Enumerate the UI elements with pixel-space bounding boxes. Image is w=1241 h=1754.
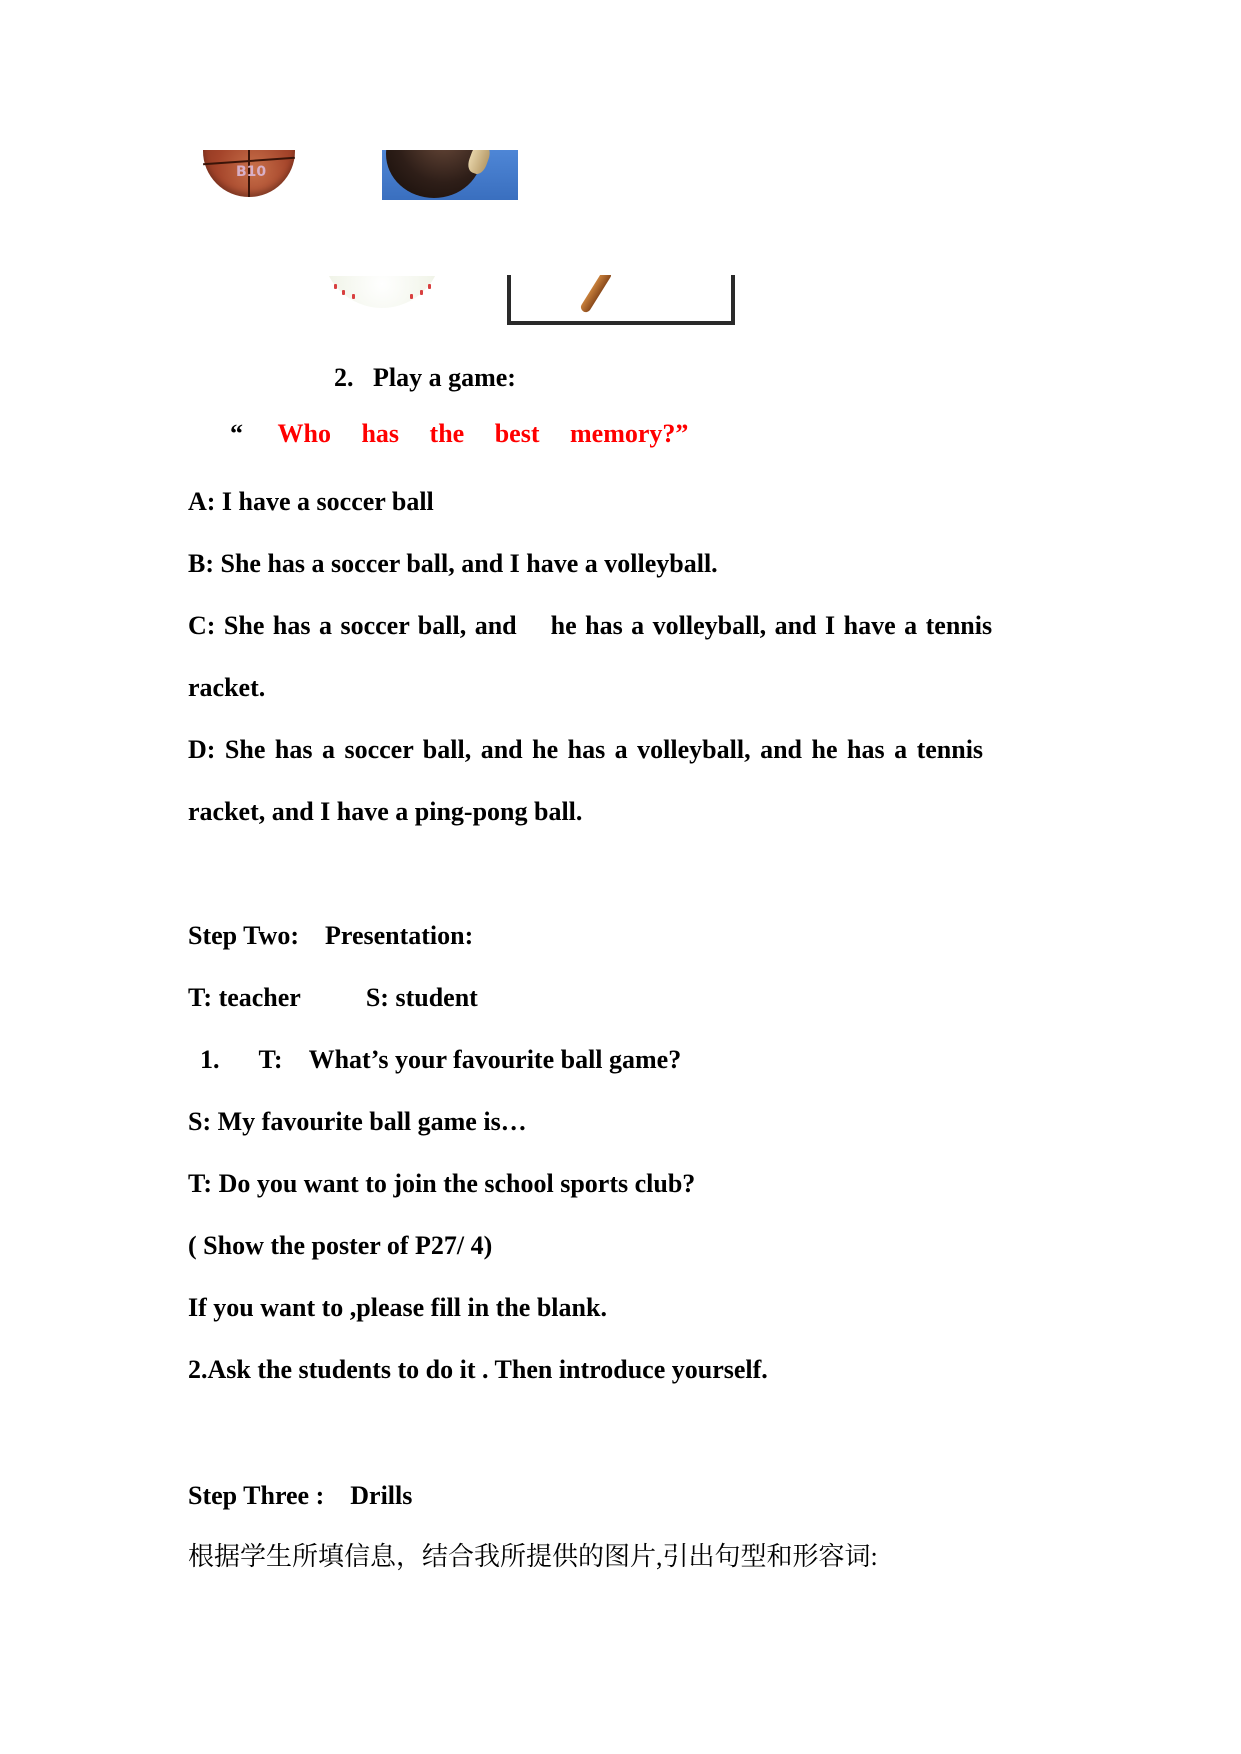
baseball-stitch <box>428 284 431 289</box>
basketball-logo: B10 <box>236 164 267 180</box>
game-title-quote <box>230 418 688 450</box>
step-two-item-1: 1. T: What’s your favourite ball game? <box>200 1045 682 1074</box>
baseball-stitch <box>420 290 423 295</box>
quote-word: has <box>361 419 400 448</box>
basketball-image <box>200 150 298 202</box>
step-three-heading: Step Three : Drills <box>188 1481 413 1510</box>
quote-word: Who <box>277 419 331 448</box>
step-two-line: If you want to ,please fill in the blank. <box>188 1293 607 1322</box>
baseball-stitch <box>334 284 337 289</box>
step-two-line: 2.Ask the students to do it . Then introduce yourself. <box>188 1355 768 1384</box>
baseball-image <box>320 276 446 310</box>
dialogue-line-c: C: She has a soccer ball, and he has a volleyball, and I have a tennis <box>188 611 993 640</box>
baseball-stitch <box>342 290 345 295</box>
step-three-instruction: 根据学生所填信息，结合我所提供的图片,引出句型和形容词: <box>188 1542 878 1571</box>
role-legend: T: teacher S: student <box>188 983 478 1012</box>
ball-photo-image <box>382 150 518 200</box>
step-two-heading: Step Two: Presentation: <box>188 921 474 950</box>
baseball-stitch <box>352 294 355 299</box>
dialogue-line-c-cont: racket. <box>188 673 266 702</box>
bat-shape <box>579 275 613 314</box>
dialogue-line-d: D: She has a soccer ball, and he has a volleyball, and he has a tennis <box>188 735 984 764</box>
quote-word: memory?” <box>570 419 689 448</box>
item-play-a-game: 2. Play a game: <box>334 363 516 392</box>
baseball-shape <box>322 276 442 308</box>
dialogue-line-d-cont: racket, and I have a ping-pong ball. <box>188 797 583 826</box>
baseball-stitch <box>410 294 413 299</box>
step-two-line: T: Do you want to join the school sports club? <box>188 1169 696 1198</box>
baseball-bat-image <box>507 275 735 325</box>
quote-open-mark: “ <box>230 419 243 448</box>
step-two-line: S: My favourite ball game is… <box>188 1107 527 1136</box>
quote-word: best <box>494 419 540 448</box>
quote-word: the <box>429 419 465 448</box>
dialogue-line-a: A: I have a soccer ball <box>188 487 434 516</box>
dark-ball-shape <box>386 150 482 198</box>
step-two-line: ( Show the poster of P27/ 4) <box>188 1231 493 1260</box>
dialogue-line-b: B: She has a soccer ball, and I have a volleyball. <box>188 549 718 578</box>
